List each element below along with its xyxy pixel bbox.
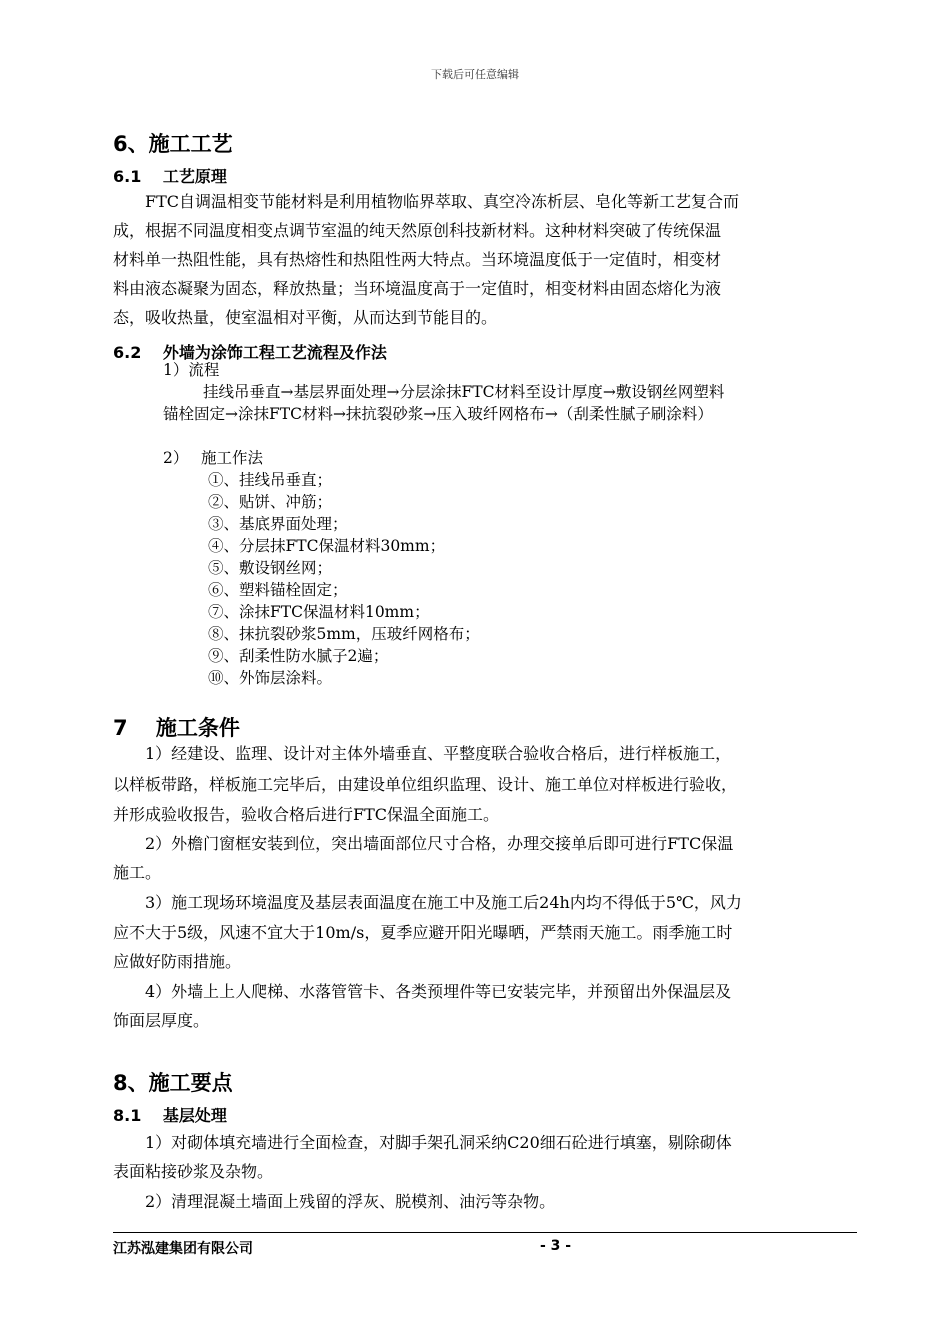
s7-item-4-line-2: 饰面层厚度。: [113, 1011, 210, 1030]
s7-item-1-line-1: 1）经建设、监理、设计对主体外墙垂直、平整度联合验收合格后，进行样板施工，: [145, 744, 732, 763]
s61-line-5: 态，吸收热量，使室温相对平衡，从而达到节能目的。: [113, 308, 498, 327]
step-9: ⑨、刮柔性防水腻子2遍；: [208, 647, 389, 665]
footer-company: 江苏泓建集团有限公司: [113, 1241, 253, 1257]
step-5: ⑤、敷设钢丝网；: [208, 559, 333, 577]
s81-item-1-line-2: 表面粘接砂浆及杂物。: [113, 1162, 274, 1181]
section-6-1-title: 6.1 工艺原理: [113, 167, 227, 186]
section-8-1-title: 8.1 基层处理: [113, 1106, 227, 1125]
s7-item-2-line-2: 施工。: [113, 863, 162, 882]
flow-line-2: 锚栓固定→涂抹FTC材料→抹抗裂砂浆→压入玻纤网格布→（刮柔性腻子刷涂料）: [163, 405, 713, 423]
method-label: 2） 施工作法: [163, 449, 264, 467]
s7-item-3-line-2: 应不大于5级，风速不宜大于10m/s，夏季应避开阳光曝晒，严禁雨天施工。雨季施工时: [113, 923, 733, 942]
section-7-title: 7 施工条件: [113, 716, 240, 740]
step-2: ②、贴饼、冲筋；: [208, 493, 333, 511]
s7-item-3-line-1: 3）施工现场环境温度及基层表面温度在施工中及施工后24h内均不得低于5℃，风力: [145, 893, 742, 912]
section-6-title: 6、施工工艺: [113, 132, 233, 156]
step-4: ④、分层抹FTC保温材料30mm；: [208, 537, 446, 555]
flow-label: 1）流程: [163, 361, 220, 379]
step-3: ③、基底界面处理；: [208, 515, 348, 533]
s7-item-4-line-1: 4）外墙上上人爬梯、水落管管卡、各类预埋件等已安装完毕，并预留出外保温层及: [145, 982, 732, 1001]
step-1: ①、挂线吊垂直；: [208, 471, 333, 489]
step-7: ⑦、涂抹FTC保温材料10mm；: [208, 603, 430, 621]
header-watermark: 下载后可任意编辑: [431, 68, 519, 81]
s61-line-1: FTC自调温相变节能材料是利用植物临界萃取、真空冷冻析层、皂化等新工艺复合而: [145, 192, 740, 211]
s7-item-2-line-1: 2）外檐门窗框安装到位，突出墙面部位尺寸合格，办理交接单后即可进行FTC保温: [145, 834, 734, 853]
section-6-2-title: 6.2 外墙为涂饰工程工艺流程及作法: [113, 343, 387, 362]
footer-rule: [113, 1232, 857, 1233]
s61-line-2: 成，根据不同温度相变点调节室温的纯天然原创科技新材料。这种材料突破了传统保温: [113, 221, 722, 240]
s7-item-1-line-2: 以样板带路，样板施工完毕后，由建设单位组织监理、设计、施工单位对样板进行验收，: [113, 775, 738, 794]
s81-item-1-line-1: 1）对砌体填充墙进行全面检查，对脚手架孔洞采纳C20细石砼进行填塞，剔除砌体: [145, 1133, 732, 1152]
step-6: ⑥、塑料锚栓固定；: [208, 581, 348, 599]
s61-line-4: 料由液态凝聚为固态，释放热量；当环境温度高于一定值时，相变材料由固态熔化为液: [113, 279, 722, 298]
step-10: ⑩、外饰层涂料。: [208, 669, 333, 687]
s7-item-3-line-3: 应做好防雨措施。: [113, 952, 242, 971]
step-8: ⑧、抹抗裂砂浆5mm，压玻纤网格布；: [208, 625, 480, 643]
s81-item-2-line-1: 2）清理混凝土墙面上残留的浮灰、脱模剂、油污等杂物。: [145, 1192, 556, 1211]
s61-line-3: 材料单一热阻性能，具有热熔性和热阻性两大特点。当环境温度低于一定值时，相变材: [113, 250, 722, 269]
footer-page-number: - 3 -: [540, 1238, 572, 1254]
flow-line-1: 挂线吊垂直→基层界面处理→分层涂抹FTC材料至设计厚度→敷设钢丝网塑料: [203, 383, 725, 401]
section-8-title: 8、施工要点: [113, 1071, 233, 1095]
s7-item-1-line-3: 并形成验收报告，验收合格后进行FTC保温全面施工。: [113, 805, 500, 824]
